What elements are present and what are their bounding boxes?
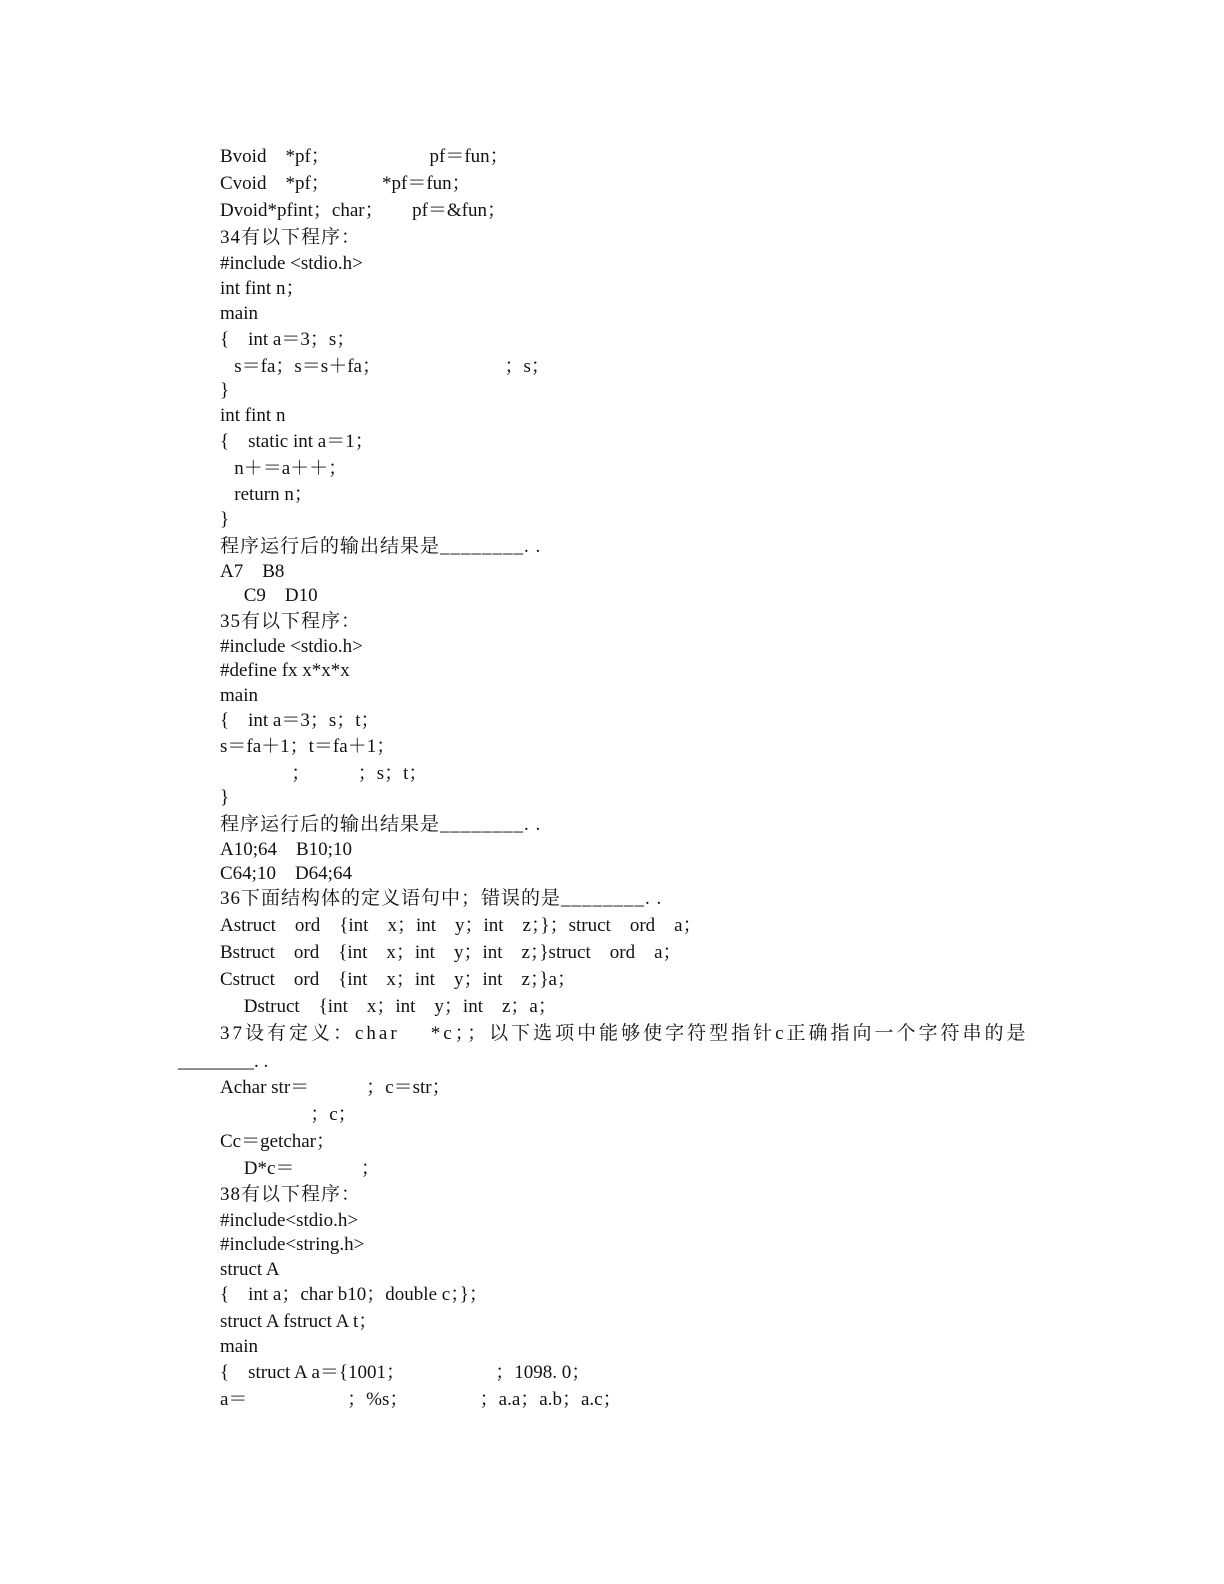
code-line: a＝ ；%s； ；a.a；a.b；a.c；: [220, 1389, 622, 1410]
answer-option-c: Cc＝getchar；: [220, 1131, 336, 1152]
code-line: }: [220, 380, 230, 401]
code-line: main: [220, 685, 258, 706]
code-line: #include <stdio.h>: [220, 636, 363, 657]
question-prompt: 程序运行后的输出结果是________. .: [220, 814, 542, 835]
option-b-line: Bvoid *pf； pf＝fun；: [220, 146, 509, 167]
code-line: return n；: [220, 484, 313, 505]
code-line: #include <stdio.h>: [220, 253, 363, 274]
code-line: }: [220, 787, 230, 808]
answer-option-b: Bstruct ord {int x；int y；int z；}struct ord a；: [220, 942, 682, 963]
code-line: s＝fa；s＝s＋fa； ；s；: [220, 356, 550, 377]
answer-options: C9 D10: [220, 585, 318, 606]
question-37-heading: 37设有定义：char *c；；以下选项中能够使字符型指针c正确指向一个字符串的是: [220, 1023, 1029, 1044]
question-38-heading: 38有以下程序：: [220, 1184, 362, 1205]
code-line: { int a＝3；s；t；: [220, 710, 380, 731]
answer-options: C64;10 D64;64: [220, 863, 352, 884]
code-line: main: [220, 1336, 258, 1357]
code-line: struct A: [220, 1259, 280, 1280]
question-prompt: 程序运行后的输出结果是________. .: [220, 536, 542, 557]
code-line: s＝fa＋1；t＝fa＋1；: [220, 736, 396, 757]
code-line: ； ；s；t；: [220, 763, 428, 784]
code-line: { int a；char b10；double c；}；: [220, 1284, 488, 1305]
code-line: n＋＝a＋＋；: [220, 458, 348, 479]
option-d-line: Dvoid*pfint；char； pf＝&fun；: [220, 200, 507, 221]
code-line: main: [220, 303, 258, 324]
question-35-heading: 35有以下程序：: [220, 611, 362, 632]
code-line: struct A fstruct A t；: [220, 1311, 378, 1332]
code-line: { int a＝3；s；: [220, 329, 356, 350]
option-c-line: Cvoid *pf； *pf＝fun；: [220, 173, 471, 194]
code-line: }: [220, 509, 230, 530]
answer-options: A10;64 B10;10: [220, 839, 352, 860]
code-line: #include<stdio.h>: [220, 1210, 359, 1231]
answer-option-d: D*c＝ ；: [220, 1158, 380, 1179]
code-line: { static int a＝1；: [220, 431, 374, 452]
question-36-heading: 36下面结构体的定义语句中；错误的是________. .: [220, 888, 663, 909]
answer-options: A7 B8: [220, 561, 285, 582]
answer-blank: ________. .: [178, 1051, 269, 1072]
answer-option-a: Astruct ord {int x；int y；int z；}；struct ord a；: [220, 915, 702, 936]
answer-option-b: ；c；: [220, 1104, 357, 1125]
answer-option-a: Achar str＝ ；c＝str；: [220, 1077, 451, 1098]
code-line: { struct A a＝{1001； ；1098. 0；: [220, 1362, 591, 1383]
code-line: int fint n: [220, 405, 286, 426]
question-34-heading: 34有以下程序：: [220, 227, 362, 248]
answer-option-c: Cstruct ord {int x；int y；int z；}a；: [220, 969, 576, 990]
answer-option-d: Dstruct {int x；int y；int z；a；: [220, 996, 557, 1017]
code-line: #include<string.h>: [220, 1234, 365, 1255]
code-line: int fint n；: [220, 278, 305, 299]
code-line: #define fx x*x*x: [220, 660, 350, 681]
